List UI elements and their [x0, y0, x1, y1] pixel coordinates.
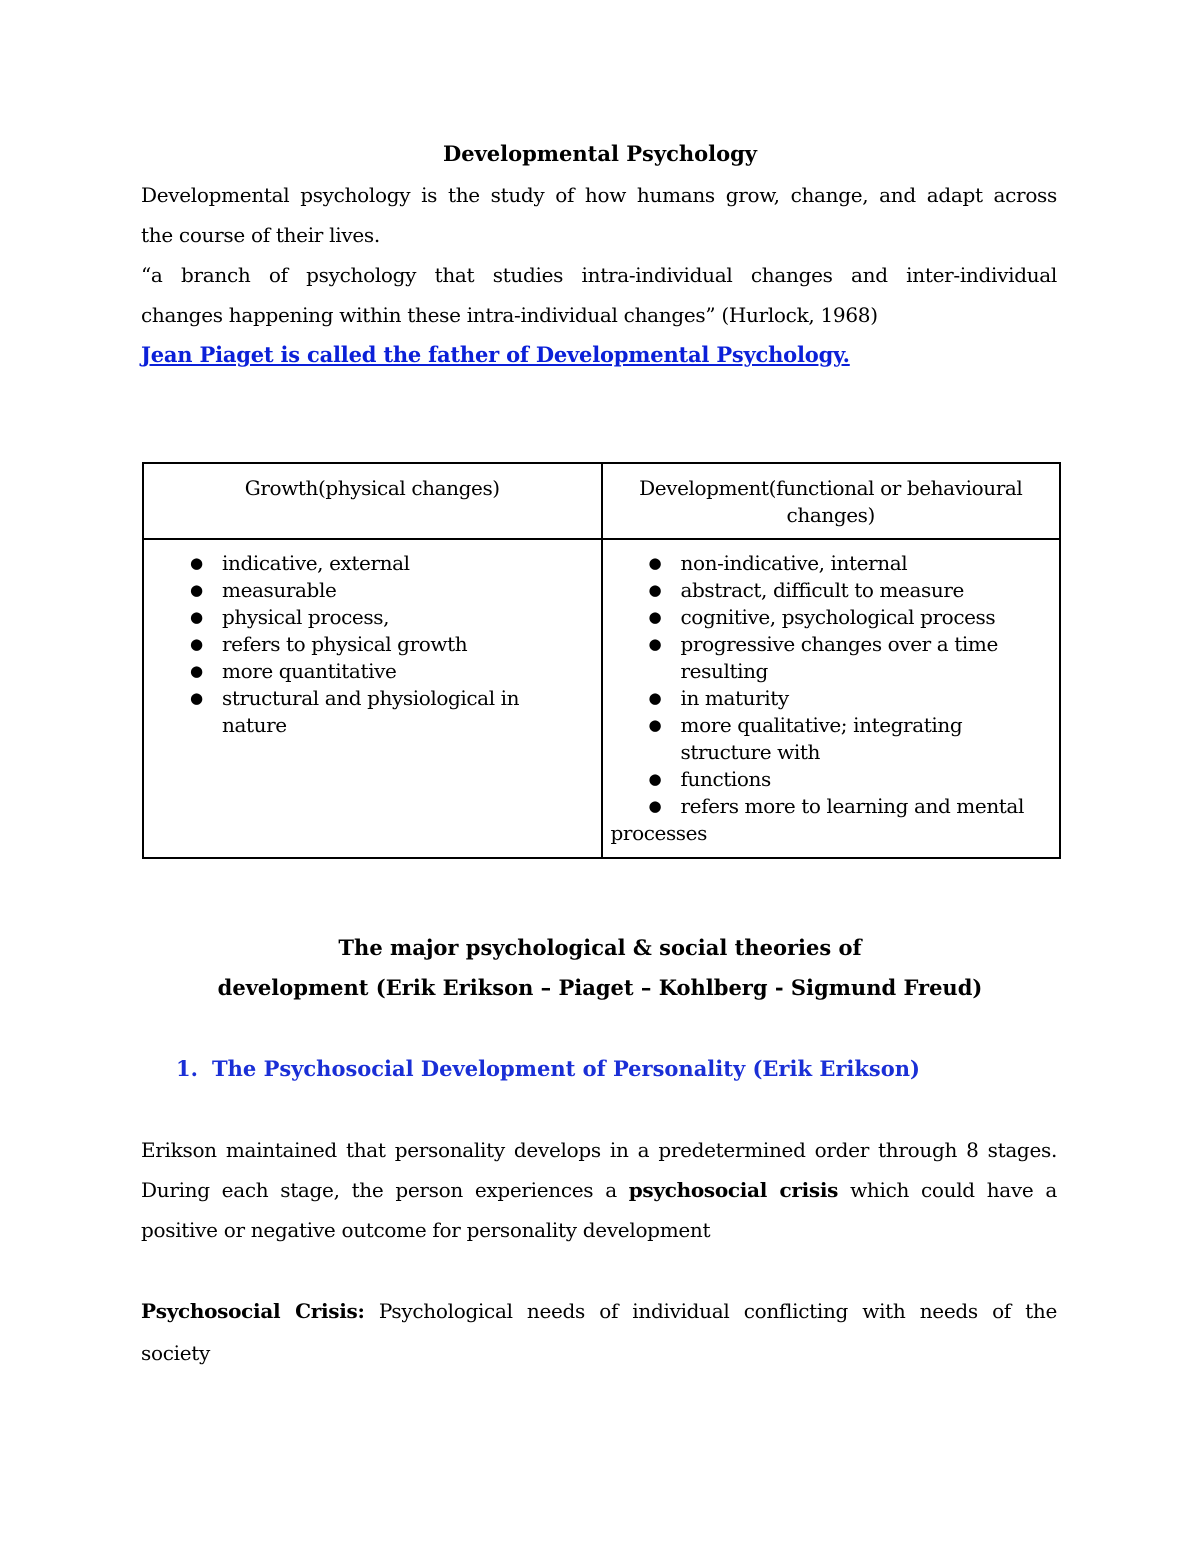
- bullet-icon: ●: [648, 608, 662, 626]
- definition-line-2: the course of their lives.: [141, 223, 380, 247]
- quote-line-1: “a branch of psychology that studies intra-individual changes and inter-individual: [141, 263, 1057, 287]
- list-item: ● more quantitative: [190, 659, 397, 683]
- growth-cell: [143, 539, 602, 858]
- growth-header: Growth(physical changes): [143, 463, 602, 539]
- bullet-icon: ●: [190, 581, 203, 599]
- bullet-icon: ●: [190, 608, 203, 626]
- list-item: ● in maturity: [648, 686, 789, 710]
- crisis-label: Psychosocial Crisis:: [141, 1299, 365, 1323]
- definition-paragraph: [141, 175, 1057, 335]
- bullet-icon: ●: [648, 770, 662, 788]
- list-item: ● measurable: [190, 578, 337, 602]
- table-body-row: [143, 539, 1060, 858]
- bullet-icon: ●: [648, 689, 662, 707]
- growth-development-table: [142, 462, 1061, 859]
- bullet-icon: ●: [648, 716, 662, 734]
- theories-heading-line-2: development (Erik Erikson – Piaget – Kohlberg - Sigmund Freud): [217, 975, 983, 1000]
- theories-heading-line-1: The major psychological & social theories of: [338, 935, 862, 960]
- list-item: ● more qualitative; integrating structure with: [648, 713, 963, 764]
- list-item: ● cognitive, psychological process: [648, 605, 996, 629]
- growth-list: [152, 550, 589, 739]
- list-item: ● structural and physiological in nature: [190, 686, 520, 737]
- list-item: ● refers to physical growth: [190, 632, 468, 656]
- list-item: ● indicative, external: [190, 551, 410, 575]
- crisis-line-1: Psychosocial Crisis: Psychological needs of individual conflicting with needs of the: [141, 1299, 1057, 1323]
- section-title: The Psychosocial Development of Personality (Erik Erikson): [212, 1056, 920, 1081]
- psychosocial-crisis-term: psychosocial crisis: [628, 1178, 839, 1202]
- erikson-line-3: positive or negative outcome for personality development: [141, 1218, 711, 1242]
- erikson-line-1: Erikson maintained that personality develops in a predetermined order through 8 stages.: [141, 1138, 1057, 1162]
- bullet-icon: ●: [190, 662, 203, 680]
- table-header-row: [143, 463, 1060, 539]
- section-number: 1.: [176, 1056, 198, 1081]
- erikson-section-heading: [176, 1052, 920, 1086]
- definition-line-1: Developmental psychology is the study of how humans grow, change, and adapt across: [141, 183, 1057, 207]
- erikson-paragraph: [141, 1130, 1057, 1250]
- list-item: ● physical process,: [190, 605, 390, 629]
- list-item: ● refers more to learning and mental: [648, 794, 1024, 818]
- bullet-icon: ●: [648, 797, 662, 815]
- page-title: Developmental Psychology: [443, 141, 757, 166]
- quote-line-2: changes happening within these intra-individual changes” (Hurlock, 1968): [141, 303, 878, 327]
- development-list: [611, 550, 1048, 820]
- piaget-link[interactable]: Jean Piaget is called the father of Developmental Psychology.: [141, 342, 850, 367]
- bullet-icon: ●: [190, 689, 203, 707]
- list-item: ● non-indicative, internal: [648, 551, 908, 575]
- bullet-icon: ●: [190, 554, 203, 572]
- development-header: Development(functional or behavioural changes): [602, 463, 1061, 539]
- crisis-paragraph: [141, 1290, 1057, 1374]
- bullet-icon: ●: [190, 635, 203, 653]
- list-item: ● functions: [648, 767, 771, 791]
- development-cell: [602, 539, 1061, 858]
- list-item: ● progressive changes over a time resulting: [648, 632, 998, 683]
- erikson-line-2: During each stage, the person experiences a psychosocial crisis which could have a: [141, 1178, 1057, 1202]
- bullet-icon: ●: [648, 635, 662, 653]
- list-item: ● abstract, difficult to measure: [648, 578, 964, 602]
- development-tail-text: processes: [610, 821, 707, 845]
- crisis-line-2: society: [141, 1341, 210, 1365]
- bullet-icon: ●: [648, 581, 662, 599]
- bullet-icon: ●: [648, 554, 662, 572]
